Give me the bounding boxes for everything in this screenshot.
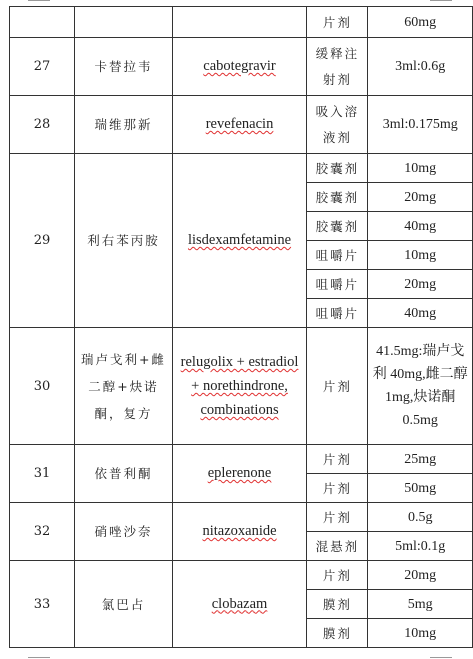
row-number: 28 — [10, 96, 75, 154]
specification: 3ml:0.175mg — [368, 96, 473, 154]
row-number: 33 — [10, 561, 75, 648]
specification: 10mg — [368, 154, 473, 183]
row-number: 30 — [10, 328, 75, 445]
drug-table — [9, 6, 473, 648]
drug-name-cn: 瑞维那新 — [75, 96, 173, 154]
specification: 40mg — [368, 212, 473, 241]
dosage-form: 混悬剂 — [307, 532, 368, 561]
specification: 10mg — [368, 241, 473, 270]
corner-mark-top-right — [430, 0, 452, 1]
drug-name-cn: 瑞卢戈利+雌二醇+炔诺酮，复方 — [75, 328, 173, 445]
table-row — [10, 503, 473, 532]
drug-name-en: lisdexamfetamine — [187, 232, 292, 248]
drug-name-en: clobazam — [211, 595, 268, 612]
drug-name-cn: 氯巴占 — [75, 561, 173, 648]
row-number — [10, 7, 75, 38]
drug-name-en: eplerenone — [207, 465, 272, 481]
table-row — [10, 328, 473, 445]
dosage-form: 吸入溶液剂 — [307, 96, 368, 154]
specification: 40mg — [368, 299, 473, 328]
drug-name-en: relugolix + estradiol + norethindrone, combinations — [180, 354, 299, 418]
row-number: 32 — [10, 503, 75, 561]
specification: 25mg — [368, 445, 473, 474]
corner-mark-bottom-right — [430, 657, 452, 658]
dosage-form: 片剂 — [307, 7, 368, 38]
specification: 41.5mg:瑞卢戈利 40mg,雌二醇 1mg,炔诺酮 0.5mg — [368, 328, 473, 445]
dosage-form: 片剂 — [307, 503, 368, 532]
dosage-form: 咀嚼片 — [307, 270, 368, 299]
drug-name-en: nitazoxanide — [202, 523, 277, 539]
specification: 20mg — [368, 561, 473, 590]
corner-mark-top-left — [28, 0, 50, 1]
dosage-form: 片剂 — [307, 561, 368, 590]
dosage-form: 咀嚼片 — [307, 299, 368, 328]
dosage-form: 片剂 — [307, 474, 368, 503]
table-row — [10, 38, 473, 96]
specification: 0.5g — [368, 503, 473, 532]
dosage-form: 膜剂 — [307, 619, 368, 648]
specification: 3ml:0.6g — [368, 38, 473, 96]
row-number: 31 — [10, 445, 75, 503]
dosage-form: 胶囊剂 — [307, 183, 368, 212]
dosage-form: 胶囊剂 — [307, 212, 368, 241]
row-number: 29 — [10, 154, 75, 328]
drug-name-cn: 利右苯丙胺 — [75, 154, 173, 328]
drug-name-cn — [75, 7, 173, 38]
dosage-form: 膜剂 — [307, 590, 368, 619]
table-row — [10, 7, 473, 38]
dosage-form: 缓释注射剂 — [307, 38, 368, 96]
specification: 20mg — [368, 270, 473, 299]
specification: 50mg — [368, 474, 473, 503]
drug-name-cn: 依普利酮 — [75, 445, 173, 503]
specification: 5ml:0.1g — [368, 532, 473, 561]
specification: 5mg — [368, 590, 473, 619]
specification: 10mg — [368, 619, 473, 648]
specification: 60mg — [368, 7, 473, 38]
dosage-form: 胶囊剂 — [307, 154, 368, 183]
dosage-form: 片剂 — [307, 445, 368, 474]
corner-mark-bottom-left — [28, 657, 50, 658]
table-row — [10, 445, 473, 474]
table-row — [10, 561, 473, 590]
drug-name-cn: 硝唑沙奈 — [75, 503, 173, 561]
dosage-form: 咀嚼片 — [307, 241, 368, 270]
drug-name-en — [172, 7, 307, 38]
drug-name-en: cabotegravir — [203, 58, 276, 74]
dosage-form: 片剂 — [307, 328, 368, 445]
table-row — [10, 96, 473, 154]
row-number: 27 — [10, 38, 75, 96]
table-row — [10, 154, 473, 183]
specification: 20mg — [368, 183, 473, 212]
drug-name-cn: 卡替拉韦 — [75, 38, 173, 96]
drug-name-en: revefenacin — [205, 116, 274, 132]
